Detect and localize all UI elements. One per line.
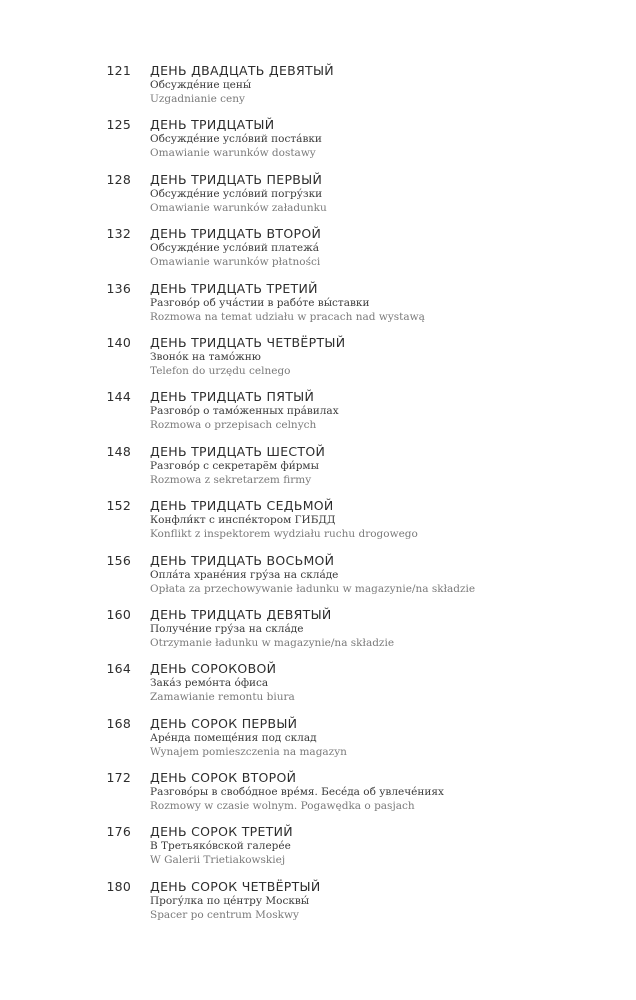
day-title: ДЕНЬ СОРОК ТРЕТИЙ <box>150 824 293 840</box>
day-title: ДЕНЬ СОРОК ПЕРВЫЙ <box>150 715 298 731</box>
day-title: ДЕНЬ ТРИДЦАТЬ ПЕРВЫЙ <box>150 171 323 187</box>
polish-subtitle: Otrzymanie ładunku w magazynie/na składzie <box>150 636 395 649</box>
page-number: 148 <box>106 443 131 459</box>
toc-entry <box>0 767 636 821</box>
day-title: ДЕНЬ ТРИДЦАТЬ ШЕСТОЙ <box>150 443 326 459</box>
toc-entry <box>0 604 636 658</box>
polish-subtitle: Uzgadnianie ceny <box>150 93 245 105</box>
polish-subtitle: Wynajem pomieszczenia na magazyn <box>150 745 347 758</box>
polish-subtitle: Konflikt z inspektorem wydziału ruchu drogowego <box>150 528 418 541</box>
day-title: ДЕНЬ СОРОК ВТОРОЙ <box>150 770 297 786</box>
polish-subtitle: Opłata za przechowywanie ładunku w magazynie/na składzie <box>150 582 476 595</box>
day-title: ДЕНЬ ТРИДЦАТЬ ЧЕТВЁРТЫЙ <box>150 334 346 350</box>
polish-subtitle: Rozmowa o przepisach celnych <box>150 419 317 432</box>
page-number: 156 <box>106 552 131 568</box>
polish-subtitle: Rozmowa na temat udziału w pracach nad wystawą <box>150 310 425 323</box>
polish-subtitle: Omawianie warunków płatności <box>150 256 321 269</box>
russian-subtitle: Разгово́р об уча́стии в рабо́те вы́ставки <box>150 296 370 309</box>
day-title: ДЕНЬ ТРИДЦАТЬ ВТОРОЙ <box>150 226 322 242</box>
polish-subtitle: Omawianie warunków dostawy <box>150 147 316 160</box>
polish-subtitle: Telefon do urzędu celnego <box>150 364 291 377</box>
day-title: ДЕНЬ ТРИДЦАТЫЙ <box>150 117 275 133</box>
page-number: 128 <box>106 171 131 187</box>
page-number: 168 <box>106 715 131 731</box>
russian-subtitle: Обсужде́ние усло́вий поста́вки <box>150 133 322 146</box>
russian-subtitle: Обсужде́ние усло́вий платежа́ <box>150 242 320 255</box>
russian-subtitle: Опла́та хране́ния гру́за на скла́де <box>150 568 339 581</box>
polish-subtitle: Omawianie warunków załadunku <box>150 201 327 214</box>
page-number: 160 <box>106 606 131 622</box>
toc-entry <box>0 550 636 604</box>
toc-entry <box>0 386 636 440</box>
toc-entry <box>0 876 636 930</box>
day-title: ДЕНЬ ТРИДЦАТЬ СЕДЬМОЙ <box>150 498 334 514</box>
russian-subtitle: Разгово́ры в свобо́дное вре́мя. Бесе́да об увлече́ниях <box>150 786 444 799</box>
toc-entry <box>0 658 636 712</box>
day-title: ДЕНЬ СОРОКОВОЙ <box>150 661 277 677</box>
polish-subtitle: Rozmowy w czasie wolnym. Pogawędka o pasjach <box>150 800 415 813</box>
page-number: 136 <box>106 280 131 296</box>
toc-entry <box>0 60 636 114</box>
toc-entry <box>0 441 636 495</box>
russian-subtitle: Обсужде́ние усло́вий погру́зки <box>150 187 323 200</box>
russian-subtitle: Аре́нда помеще́ния под склад <box>150 731 317 744</box>
russian-subtitle: Разгово́р о тамо́женных пра́вилах <box>150 405 339 418</box>
page-number: 144 <box>106 389 131 405</box>
page-number: 125 <box>106 117 131 133</box>
russian-subtitle: Разгово́р с секретарём фи́рмы <box>150 459 319 472</box>
toc-entry <box>0 495 636 549</box>
russian-subtitle: Получе́ние гру́за на скла́де <box>150 622 304 635</box>
page-number: 121 <box>106 63 131 78</box>
toc-entry <box>0 169 636 223</box>
page-number: 172 <box>106 770 131 786</box>
russian-subtitle: Прогу́лка по це́нтру Москвы́ <box>150 894 310 907</box>
day-title: ДЕНЬ ТРИДЦАТЬ ПЯТЫЙ <box>150 389 315 405</box>
russian-subtitle: Зака́з ремо́нта о́фиса <box>150 677 269 690</box>
toc-entry <box>0 114 636 168</box>
polish-subtitle: Zamawianie remontu biura <box>150 691 295 704</box>
polish-subtitle: Spacer po centrum Moskwy <box>150 908 299 921</box>
day-title: ДЕНЬ ТРИДЦАТЬ ТРЕТИЙ <box>150 280 318 296</box>
toc-entry <box>0 821 636 875</box>
polish-subtitle: W Galerii Trietiakowskiej <box>150 854 286 867</box>
russian-subtitle: Обсужде́ние цены́ <box>150 79 252 91</box>
page-number: 132 <box>106 226 131 242</box>
toc-entry <box>0 332 636 386</box>
day-title: ДЕНЬ ДВАДЦАТЬ ДЕВЯТЫЙ <box>150 63 334 78</box>
russian-subtitle: Звоно́к на тамо́жню <box>150 350 261 363</box>
day-title: ДЕНЬ ТРИДЦАТЬ ДЕВЯТЫЙ <box>150 606 332 622</box>
page-number: 180 <box>106 878 131 894</box>
page-number: 152 <box>106 498 131 514</box>
page-number: 164 <box>106 661 131 677</box>
toc-entry <box>0 223 636 277</box>
day-title: ДЕНЬ СОРОК ЧЕТВЁРТЫЙ <box>150 878 321 894</box>
page-number: 176 <box>106 824 131 840</box>
russian-subtitle: В Третьяко́вской галере́е <box>150 840 291 853</box>
page-number: 140 <box>106 334 131 350</box>
russian-subtitle: Конфли́кт с инспе́ктором ГИБДД <box>150 514 336 527</box>
toc-entry <box>0 278 636 332</box>
toc-entry <box>0 713 636 767</box>
table-of-contents <box>0 60 636 930</box>
day-title: ДЕНЬ ТРИДЦАТЬ ВОСЬМОЙ <box>150 552 335 568</box>
polish-subtitle: Rozmowa z sekretarzem firmy <box>150 473 312 486</box>
